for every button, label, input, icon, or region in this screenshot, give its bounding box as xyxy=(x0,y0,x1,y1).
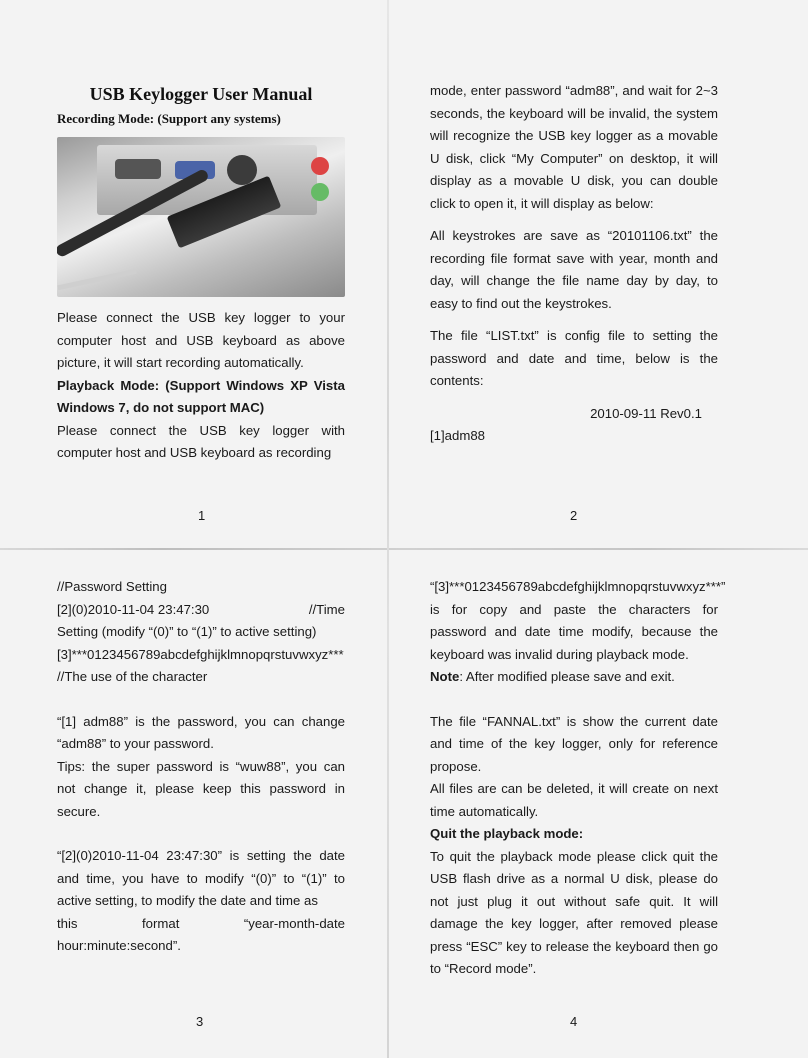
list-file-info: The file “LIST.txt” is config file to setting the password and date and time, below is the contents: xyxy=(430,328,718,388)
version-line: 2010-09-11 Rev0.1 xyxy=(590,405,702,421)
playback-instructions: Please connect the USB key logger with computer host and USB keyboard as recording xyxy=(57,422,345,460)
note-line xyxy=(430,666,718,689)
note-label: Note xyxy=(430,669,460,684)
manual-title: USB Keylogger User Manual xyxy=(89,84,313,104)
keystroke-file-info: All keystrokes are save as “20101106.txt” the recording file format save with year, month and day, will change the file name day by day, to easy to find out the keystrokes. xyxy=(430,228,718,311)
format-word-format: format xyxy=(142,915,180,931)
character-copy-info: “[3]***0123456789abcdefghijklmnopqrstuvwxyz***” is for copy and paste the characters for password and date time modify, because the keyboard was invalid during playback mode. xyxy=(430,579,726,662)
time-setting-row xyxy=(57,599,345,622)
password-setting-comment: //Password Setting xyxy=(57,579,167,594)
files-deletable-info: All files are can be deleted, it will create on next time automatically. xyxy=(430,781,718,819)
fannal-file-info: The file “FANNAL.txt” is show the current date and time of the key logger, only for reference propose. xyxy=(430,713,718,774)
date-time-explanation: “[2](0)2010-11-04 23:47:30” is setting the date and time, you have to modify “(0)” to “(1)” to active setting, to modify the date and time as xyxy=(57,848,345,908)
password-explanation: “[1] adm88” is the password, you can change “adm88” to your password. xyxy=(57,713,345,751)
character-line: [3]***0123456789abcdefghijklmnopqrstuvwxyz*** //The use of the character xyxy=(57,646,344,684)
page-1 xyxy=(57,84,345,465)
quit-playback-instructions: To quit the playback mode please click quit the USB flash drive as a normal U disk, please do not just plug it out without safe quit. It will damage the key logger, after removed please press “ESC” key to release the keyboard then go to “Record mode”. xyxy=(430,848,718,976)
super-password-tip: Tips: the super password is “wuw88”, you can not change it, please keep this password in secure. xyxy=(57,758,345,819)
usb-keylogger-photo xyxy=(57,137,345,297)
time-setting-comment: //Time xyxy=(308,601,345,617)
vertical-fold-line xyxy=(387,0,389,1058)
page-3 xyxy=(57,576,345,958)
horizontal-fold-line xyxy=(0,548,808,550)
format-word-this: this xyxy=(57,915,78,931)
format-word-pattern: “year-month-date xyxy=(243,915,345,931)
time-setting-note: Setting (modify “(0)” to “(1)” to active setting) xyxy=(57,624,317,639)
date-format-row xyxy=(57,913,345,936)
page-number-3: 3 xyxy=(196,1014,204,1029)
quit-playback-heading: Quit the playback mode: xyxy=(430,826,584,841)
time-setting-value: [2](0)2010-11-04 23:47:30 xyxy=(57,601,210,617)
playback-continued: mode, enter password “adm88”, and wait for 2~3 seconds, the keyboard will be invalid, the system will recognize the USB key logger as a movable U disk, click “My Computer” on desktop, it will display as a movable U disk, you can double click to open it, it will display as below: xyxy=(430,83,718,211)
page-number-1: 1 xyxy=(198,508,206,523)
page-number-2: 2 xyxy=(570,508,578,523)
playback-mode-heading: Playback Mode: (Support Windows XP Vista Windows 7, do not support MAC) xyxy=(57,377,345,415)
page-number-4: 4 xyxy=(570,1014,578,1029)
recording-mode-heading: Recording Mode: (Support any systems) xyxy=(57,111,281,126)
date-format-tail: hour:minute:second”. xyxy=(57,938,181,953)
config-line-password: [1]adm88 xyxy=(430,428,485,443)
note-text: : After modified please save and exit. xyxy=(459,669,675,684)
page-4 xyxy=(430,576,726,981)
recording-instructions: Please connect the USB key logger to your computer host and USB keyboard as above picture, it will start recording automatically. xyxy=(57,310,345,370)
page-2 xyxy=(430,80,718,448)
